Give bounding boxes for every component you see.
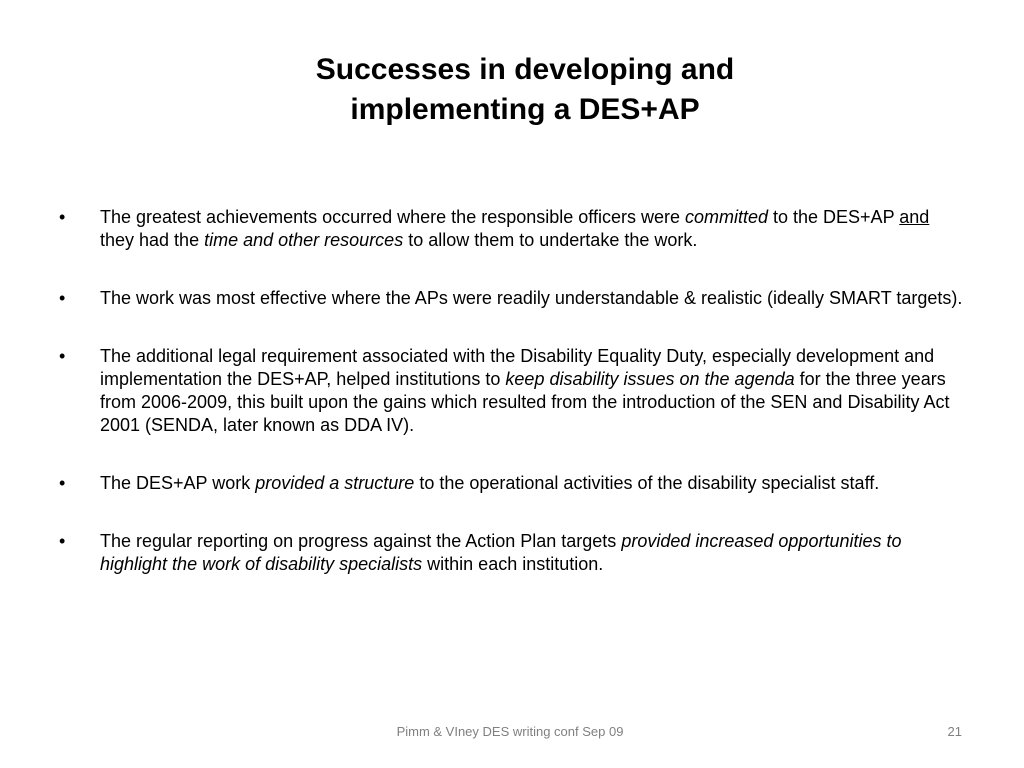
emphasis-text: provided a structure <box>255 473 415 493</box>
bullet-marker: • <box>59 346 66 366</box>
text-run: to the operational activities of the disability specialist staff. <box>414 473 880 493</box>
bullet-list <box>56 206 966 611</box>
text-run: to allow them to undertake the work. <box>403 230 698 250</box>
bullet-marker: • <box>59 207 66 227</box>
bullet-text <box>100 287 966 310</box>
slide-title-line-1: Successes in developing and <box>315 53 735 86</box>
bullet-text <box>100 530 966 576</box>
text-run: The work was most effective where the APs were readily understandable & realistic (ideally SMART targets). <box>100 288 963 308</box>
text-run: for the three years from 2006-2009, this built upon the gains which resulted from the introduction of the SEN and Disability Act 2001 (SENDA, later known as DDA IV). <box>100 369 950 435</box>
text-run: The additional legal requirement associated with the Disability Equality Duty, especially development and implementation the DES+AP, helped institutions to <box>100 346 935 389</box>
bullet-item-effective-work <box>56 287 966 310</box>
text-run: The greatest achievements occurred where the responsible officers were <box>100 207 685 227</box>
emphasis-text: keep disability issues on the agenda <box>505 369 795 389</box>
underlined-text: and <box>899 207 930 227</box>
text-run: they had the <box>100 230 205 250</box>
slide-title-line-2: implementing a DES+AP <box>350 93 700 126</box>
text-run: The DES+AP work <box>100 473 256 493</box>
bullet-item-reporting <box>56 530 966 576</box>
text-run: The regular reporting on progress against the Action Plan targets <box>100 531 622 551</box>
page-number: 21 <box>947 724 962 739</box>
bullet-marker: • <box>59 288 66 308</box>
text-run: within each institution. <box>422 554 604 574</box>
emphasis-text: committed <box>684 207 768 227</box>
bullet-marker: • <box>59 531 66 551</box>
bullet-text <box>100 472 966 495</box>
bullet-item-structure <box>56 472 966 495</box>
bullet-item-achievements <box>56 206 966 252</box>
emphasis-text: time and other resources <box>204 230 404 250</box>
bullet-text <box>100 345 966 437</box>
bullet-marker: • <box>59 473 66 493</box>
slide-title <box>150 50 900 130</box>
bullet-text <box>100 206 966 252</box>
bullet-item-legal-requirement <box>56 345 966 437</box>
text-run: to the DES+AP <box>768 207 900 227</box>
emphasis-text: provided increased opportunities to highlight the work of disability specialists <box>100 531 902 574</box>
footer-text: Pimm & VIney DES writing conf Sep 09 <box>396 724 624 739</box>
